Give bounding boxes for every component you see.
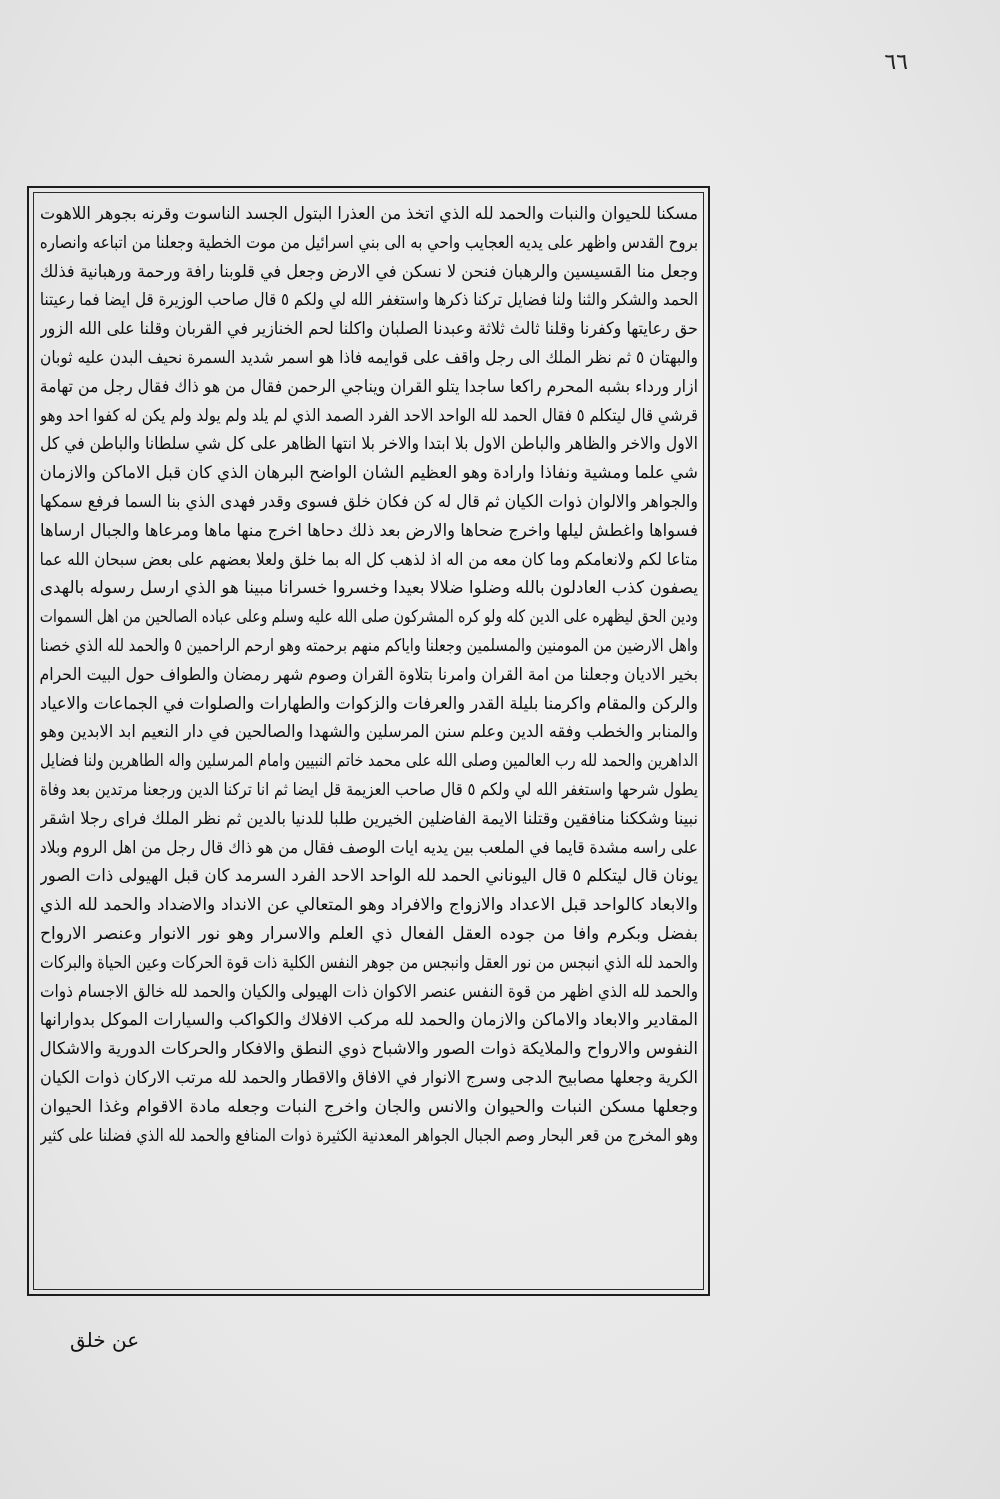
manuscript-line: يونان قال ليتكلم ٥ قال اليوناني الحمد لله الواحد الاحد الفرد السرمد كان قبل الهيولى ذات الصور <box>40 866 698 887</box>
manuscript-line: والركن والمقام واكرمنا بليلة القدر والعرفات والزكوات والطهارات والصلوات في الجماعات والاعياد <box>40 693 698 714</box>
manuscript-line: وهو المخرج من قعر البحار وصم الجبال الجواهر المعدنية الكثيرة ذوات المنافع والحمد لله الذي فضلنا على كثير <box>40 1125 698 1146</box>
folio-number: ٦٦ <box>884 50 908 75</box>
manuscript-line: والابعاد كالواحد قبل الاعداد والازواج والافراد وهو المتعالي عن الانداد والاضداد والحمد لله الذي <box>40 895 698 916</box>
catchword: عن خلق <box>70 1328 140 1352</box>
manuscript-line: يطول شرحها واستغفر الله لي ولكم ٥ قال صاحب العزيمة قل ايضا ثم انا تركنا الدين ورجعنا مرتدين بعد وفاة <box>40 779 698 800</box>
manuscript-line: بروح القدس واظهر على يديه العجايب واحي به الى بني اسرائيل من موت الخطية وجعلنا من اتباعه وانصاره <box>40 232 698 253</box>
manuscript-line: على راسه مشدة قايما في الملعب بين يديه ايات الوصف فقال من هو ذاك قال رجل من اهل الروم وبلاد <box>40 837 698 858</box>
manuscript-line: حق رعايتها وكفرنا وقلنا ثالث ثلاثة وعبدنا الصلبان واكلنا لحم الخنازير في القربان وقلنا على الله الزور <box>40 319 698 340</box>
manuscript-line: قرشي قال ليتكلم ٥ فقال الحمد لله الواحد الاحد الفرد الصمد الذي لم يلد ولم يولد ولم يكن له كفوا احد وهو <box>40 405 698 426</box>
manuscript-line: فسواها واغطش ليلها واخرج ضحاها والارض بعد ذلك دحاها اخرج منها ماها ومرعاها والجبال ارساها <box>40 520 698 541</box>
manuscript-line: وجعل منا القسيسين والرهبان فنحن لا نسكن في الارض وجعل في قلوبنا رافة ورحمة ورهبانية فذلك <box>40 261 698 282</box>
manuscript-line: المقادير والابعاد والاماكن والازمان والحمد لله مركب الافلاك والكواكب والسيارات الموكل بدوارانها <box>40 1010 698 1031</box>
manuscript-line: شي علما ومشية ونفاذا وارادة وهو العظيم الشان الواضح البرهان الذي كان قبل الاماكن والازمان <box>40 463 698 484</box>
manuscript-line: ودين الحق ليظهره على الدين كله ولو كره المشركون صلى الله عليه وسلم وعلى عباده الصالحين من اهل السموات <box>40 607 698 628</box>
manuscript-text-block <box>40 200 698 1285</box>
manuscript-line: ازار ورداء بشبه المحرم راكعا ساجدا يتلو القران ويناجي الرحمن فقال من هو ذاك فقال رجل من تهامة <box>40 376 698 397</box>
manuscript-line: متاعا لكم ولانعامكم وما كان معه من اله اذ لذهب كل اله بما خلق ولعلا بعضهم على بعض سبحان الله عما <box>40 549 698 570</box>
manuscript-line: والجواهر والالوان ذوات الكيان ثم قال له كن فكان خلق فسوى وقدر فهدى الذي بنا السما فرفع سمكها <box>40 491 698 512</box>
manuscript-line: نبينا وشككنا منافقين وقتلنا الايمة الفاضلين الخيرين طلبا للدنيا بالدين ثم نظر الملك فراى رجلا اشقر <box>40 808 698 829</box>
manuscript-line: والبهتان ٥ ثم نظر الملك الى رجل واقف على قوايمه فاذا هو اسمر شديد السمرة نحيف البدن عليه ثوبان <box>40 347 698 368</box>
manuscript-line: الحمد والشكر والثنا ولنا فضايل تركنا ذكرها واستغفر الله لي ولكم ٥ قال صاحب الوزيرة قل ايضا فما رعيتنا <box>40 290 698 311</box>
manuscript-line: واهل الارضين من المومنين والمسلمين وجعلنا واياكم منهم برحمته وهو ارحم الراحمين ٥ والحمد لله الذي خصنا <box>40 635 698 656</box>
manuscript-line: والحمد لله الذي انبجس من نور العقل وانبجس من جوهر النفس الكلية ذات قوة الحركات وعين الحياة والبركات <box>40 952 698 973</box>
manuscript-line: الكرية وجعلها مصابيح الدجى وسرج الانوار في الافاق والاقطار والحمد لله مرتب الاركان ذوات الكيان <box>40 1067 698 1088</box>
manuscript-line: مسكنا للحيوان والنبات والحمد لله الذي اتخذ من العذرا البتول الجسد الناسوت وقرنه بجوهر اللاهوت <box>40 204 698 224</box>
manuscript-line: يصفون كذب العادلون بالله وضلوا ضلالا بعيدا وخسروا خسرانا مبينا هو الذي ارسل رسوله بالهدى <box>40 578 698 599</box>
manuscript-line: بخير الاديان وجعلنا من امة القران وامرنا بتلاوة القران وصوم شهر رمضان والطواف حول البيت الحرام <box>40 664 698 685</box>
manuscript-line: النفوس والارواح والملايكة ذوات الصور والاشباح ذوي النطق والافكار والحركات الدورية والاشكال <box>40 1039 698 1060</box>
manuscript-line: الداهرين والحمد لله رب العالمين وصلى الله على محمد خاتم النبيين وامام المرسلين واله الطاهرين ولنا فضايل <box>40 751 698 772</box>
manuscript-line: والمنابر والخطب وفقه الدين وعلم سنن المرسلين والشهدا والصالحين في دار النعيم ابد الابدين وهو <box>40 722 698 743</box>
manuscript-line: الاول والاخر والظاهر والباطن الاول بلا ابتدا والاخر بلا انتها الظاهر على كل شي سلطانا والباطن في كل <box>40 434 698 455</box>
manuscript-line: والحمد لله الذي اظهر من قوة النفس عنصر الاكوان ذات الهيولى والكيان والحمد لله خالق الاجسام ذوات <box>40 981 698 1002</box>
manuscript-line: بفضل وبكرم وافا من جوده العقل الفعال ذي العلم والاسرار وهو نور الانوار وعنصر الارواح <box>40 923 698 944</box>
manuscript-line: وجعلها مسكن النبات والحيوان والانس والجان واخرج النبات وجعله مادة الاقوام وغذا الحيوان <box>40 1096 698 1117</box>
